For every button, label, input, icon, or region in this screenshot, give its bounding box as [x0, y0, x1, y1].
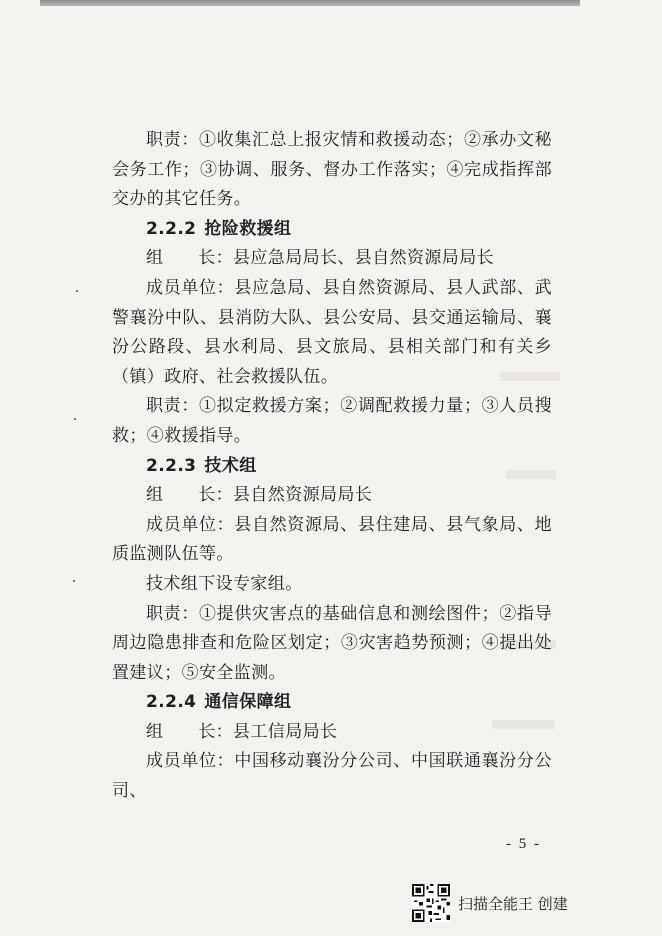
- scan-edge: [40, 0, 580, 6]
- section-number: 2.2.3: [146, 455, 197, 476]
- section-number: 2.2.4: [146, 692, 197, 713]
- qr-code-icon: [412, 884, 450, 922]
- page-number: - 5 -: [506, 836, 541, 852]
- note-line: 技术组下设专家组。: [146, 573, 303, 594]
- section-number: 2.2.2: [146, 218, 197, 239]
- section-title: 通信保障组: [204, 692, 292, 713]
- duties-paragraph: 职责：①收集汇总上报灾情和救援动态；②承办文秘会务工作；③协调、服务、督办工作落实；④完成指挥部交办的其它任务。: [112, 130, 552, 210]
- section-title: 抢险救援组: [204, 218, 292, 239]
- members-paragraph: 成员单位：县应急局、县自然资源局、县人武部、武警襄汾中队、县消防大队、县公安局、县交通运输局、襄汾公路段、县水利局、县文旅局、县相关部门和有关乡（镇）政府、社会救援队伍。: [112, 277, 552, 387]
- leader-line: 组 长：县应急局局长、县自然资源局局长: [146, 248, 494, 269]
- scanner-watermark: [412, 884, 568, 922]
- scan-speck: [74, 418, 76, 420]
- scan-speck: [73, 580, 75, 582]
- brand-text: 扫描全能王 创建: [458, 894, 568, 913]
- section-title: 技术组: [204, 455, 257, 476]
- duties-paragraph: 职责：①拟定救援方案；②调配救援力量；③人员搜救；④救援指导。: [112, 396, 552, 446]
- section-heading: [112, 215, 552, 245]
- section-heading: [112, 452, 552, 482]
- members-paragraph: 成员单位：县自然资源局、县住建局、县气象局、地质监测队伍等。: [112, 514, 552, 565]
- duties-paragraph: 职责：①提供灾害点的基础信息和测绘图件；②指导周边隐患排查和危险区划定；③灾害趋势预测；④提出处置建议；⑤安全监测。: [112, 603, 552, 683]
- document-body: [112, 126, 552, 807]
- scan-speck: [76, 290, 78, 292]
- leader-line: 组 长：县工信局局长: [146, 721, 338, 742]
- section-heading: [112, 688, 552, 718]
- members-paragraph: 成员单位：中国移动襄汾分公司、中国联通襄汾分公司、: [112, 751, 552, 802]
- leader-line: 组 长：县自然资源局局长: [146, 485, 373, 506]
